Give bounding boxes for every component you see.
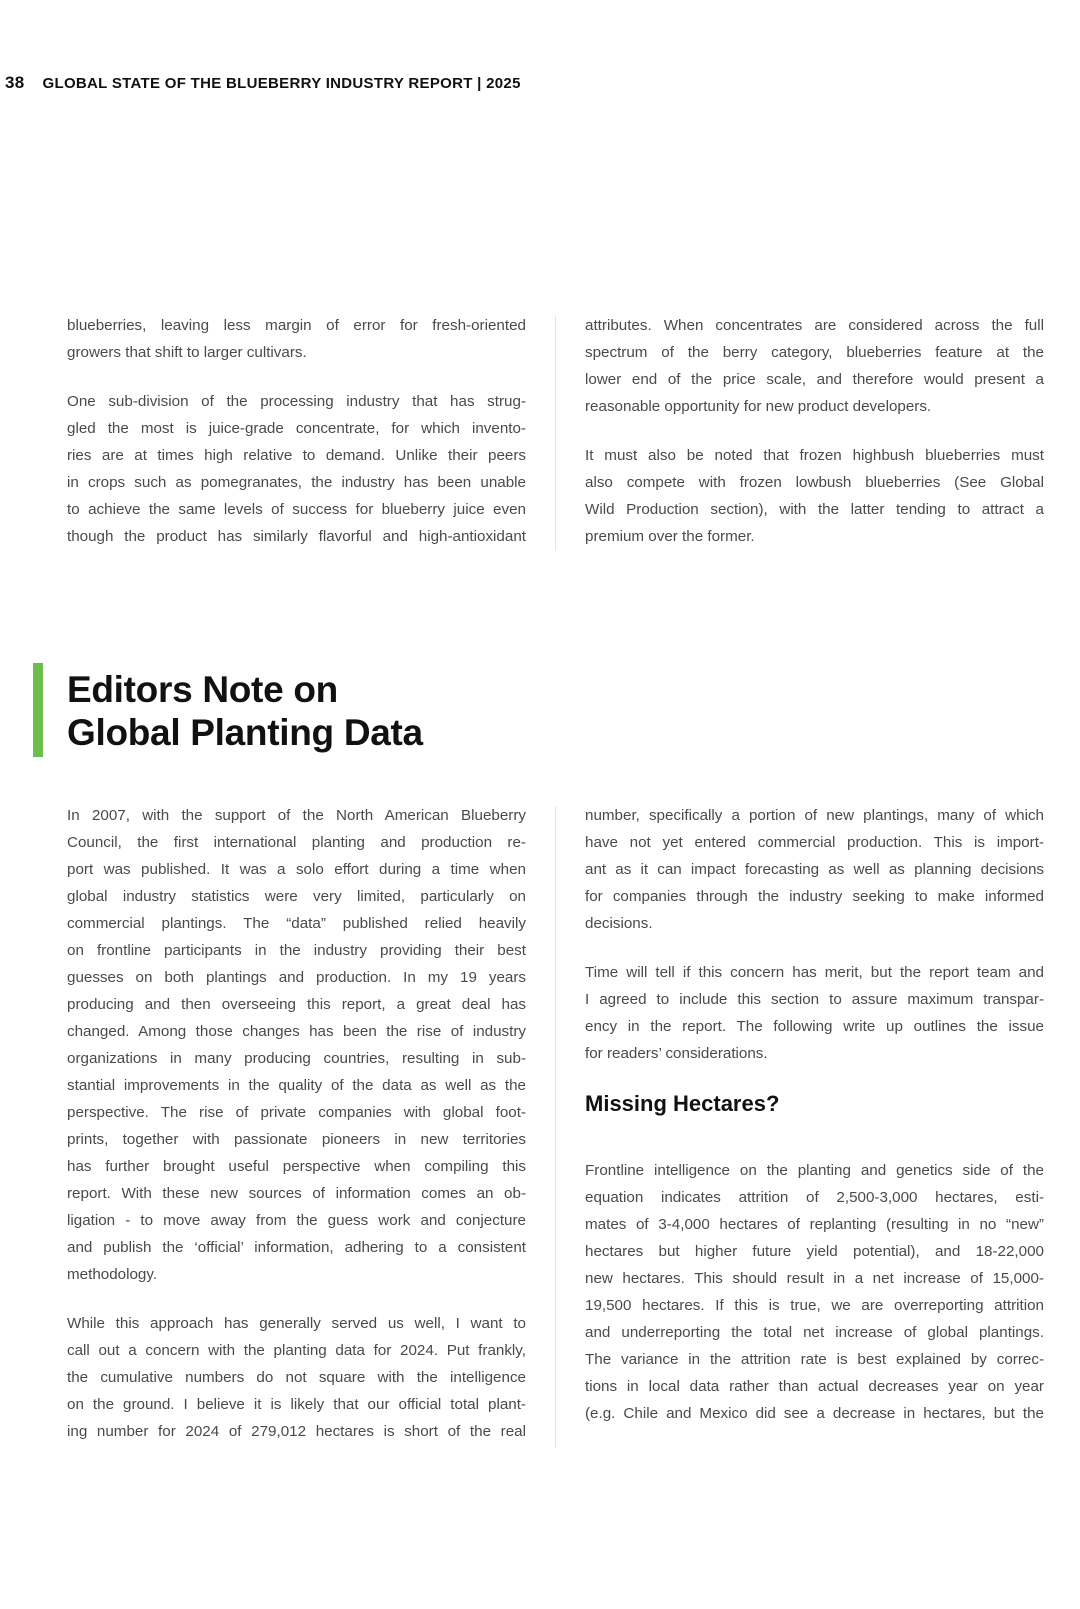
text-line: decisions. — [585, 915, 653, 932]
paragraph — [67, 312, 526, 366]
text-line: guesses on both plantings and production. In my 19 years — [67, 969, 526, 986]
paragraph — [585, 312, 1044, 420]
text-line: commercial plantings. The “data” published relied heavily — [67, 915, 526, 932]
text-line: lower end of the price scale, and therefore would present a — [585, 371, 1044, 388]
text-line: call out a concern with the planting data for 2024. Put frankly, — [67, 1342, 526, 1359]
text-line: also compete with frozen lowbush blueberries (See Global — [585, 474, 1044, 491]
text-line: organizations in many producing countries, resulting in sub- — [67, 1050, 526, 1067]
right-column-body — [585, 1157, 1044, 1427]
text-line: equation indicates attrition of 2,500-3,000 hectares, esti- — [585, 1189, 1044, 1206]
text-line: gled the most is juice-grade concentrate, for which invento- — [67, 420, 526, 437]
text-line: The variance in the attrition rate is best explained by correc- — [585, 1351, 1044, 1368]
text-line: stantial improvements in the quality of the data as well as the — [67, 1077, 526, 1094]
paragraph — [585, 1157, 1044, 1427]
text-line: Frontline intelligence on the planting and genetics side of the — [585, 1162, 1044, 1179]
text-line: ency in the report. The following write up outlines the issue — [585, 1018, 1044, 1035]
text-line: mates of 3-4,000 hectares of replanting (resulting in no “new” — [585, 1216, 1044, 1233]
text-line: has further brought useful perspective when compiling this — [67, 1158, 526, 1175]
text-line: producing and then overseeing this report, a great deal has — [67, 996, 526, 1013]
text-line: Wild Production section), with the latter tending to attract a — [585, 501, 1044, 518]
section-accent-bar — [33, 663, 43, 757]
text-line: port was published. It was a solo effort during a time when — [67, 861, 526, 878]
text-line: It must also be noted that frozen highbush blueberries must — [585, 447, 1044, 464]
text-line: (e.g. Chile and Mexico did see a decrease in hectares, but the — [585, 1405, 1044, 1422]
subheading: Missing Hectares? — [585, 1091, 780, 1116]
page-number: 38 — [5, 73, 25, 92]
text-line: Time will tell if this concern has merit, but the report team and — [585, 964, 1044, 981]
text-line: I agreed to include this section to assure maximum transpar- — [585, 991, 1044, 1008]
text-line: and underreporting the total net increase of global plantings. — [585, 1324, 1044, 1341]
text-line: hectares but higher future yield potential), and 18-22,000 — [585, 1243, 1044, 1260]
text-line: perspective. The rise of private companies with global foot- — [67, 1104, 526, 1121]
text-line: the cumulative numbers do not square with the intelligence — [67, 1369, 526, 1386]
text-line: One sub-division of the processing industry that has strug- — [67, 393, 526, 410]
text-line: have not yet entered commercial production. This is import- — [585, 834, 1044, 851]
paragraph — [67, 802, 526, 1288]
top-left-column — [67, 312, 526, 550]
text-line: global industry statistics were very limited, particularly on — [67, 888, 526, 905]
text-line: 19,500 hectares. If this is true, we are overreporting attrition — [585, 1297, 1044, 1314]
text-line: Council, the first international planting and production re- — [67, 834, 526, 851]
bottom-left-column — [67, 802, 526, 1445]
top-right-column — [585, 312, 1044, 550]
text-line: though the product has similarly flavorful and high-antioxidant — [67, 528, 526, 545]
section-title-line: Editors Note on — [67, 669, 338, 710]
text-line: prints, together with passionate pioneers in new territories — [67, 1131, 526, 1148]
bottom-right-column — [585, 802, 1044, 1427]
text-line: methodology. — [67, 1266, 158, 1283]
paragraph — [585, 442, 1044, 550]
text-line: to achieve the same levels of success for blueberry juice even — [67, 501, 526, 518]
right-column-intro — [585, 802, 1044, 1067]
paragraph — [585, 959, 1044, 1067]
text-line: ant as it can impact forecasting as well as planning decisions — [585, 861, 1044, 878]
text-line: new hectares. This should result in a net increase of 15,000- — [585, 1270, 1044, 1287]
text-line: changed. Among those changes has been the rise of industry — [67, 1023, 526, 1040]
text-line: spectrum of the berry category, blueberries feature at the — [585, 344, 1044, 361]
text-line: report. With these new sources of information comes an ob- — [67, 1185, 526, 1202]
section-title-line: Global Planting Data — [67, 712, 423, 753]
text-line: growers that shift to larger cultivars. — [67, 344, 307, 361]
paragraph — [585, 802, 1044, 937]
text-line: premium over the former. — [585, 528, 755, 545]
text-line: In 2007, with the support of the North American Blueberry — [67, 807, 526, 824]
text-line: ing number for 2024 of 279,012 hectares is short of the real — [67, 1423, 526, 1440]
text-line: for readers’ considerations. — [585, 1045, 768, 1062]
column-divider — [555, 316, 556, 550]
report-title: GLOBAL STATE OF THE BLUEBERRY INDUSTRY REPORT | 2025 — [42, 75, 521, 92]
text-line: on frontline participants in the industry providing their best — [67, 942, 526, 959]
running-header — [5, 73, 521, 93]
text-line: for companies through the industry seeking to make informed — [585, 888, 1044, 905]
text-line: ries are at times high relative to demand. Unlike their peers — [67, 447, 526, 464]
paragraph — [67, 388, 526, 550]
text-line: on the ground. I believe it is likely that our official total plant- — [67, 1396, 526, 1413]
paragraph — [67, 1310, 526, 1445]
text-line: ligation - to move away from the guess work and conjecture — [67, 1212, 526, 1229]
text-line: and publish the ‘official’ information, adhering to a consistent — [67, 1239, 526, 1256]
text-line: tions in local data rather than actual decreases year on year — [585, 1378, 1044, 1395]
column-divider — [555, 806, 556, 1448]
section-title — [67, 668, 423, 754]
text-line: number, specifically a portion of new plantings, many of which — [585, 807, 1044, 824]
text-line: attributes. When concentrates are considered across the full — [585, 317, 1044, 334]
text-line: While this approach has generally served us well, I want to — [67, 1315, 526, 1332]
text-line: reasonable opportunity for new product developers. — [585, 398, 932, 415]
text-line: in crops such as pomegranates, the industry has been unable — [67, 474, 526, 491]
text-line: blueberries, leaving less margin of error for fresh-oriented — [67, 317, 526, 334]
